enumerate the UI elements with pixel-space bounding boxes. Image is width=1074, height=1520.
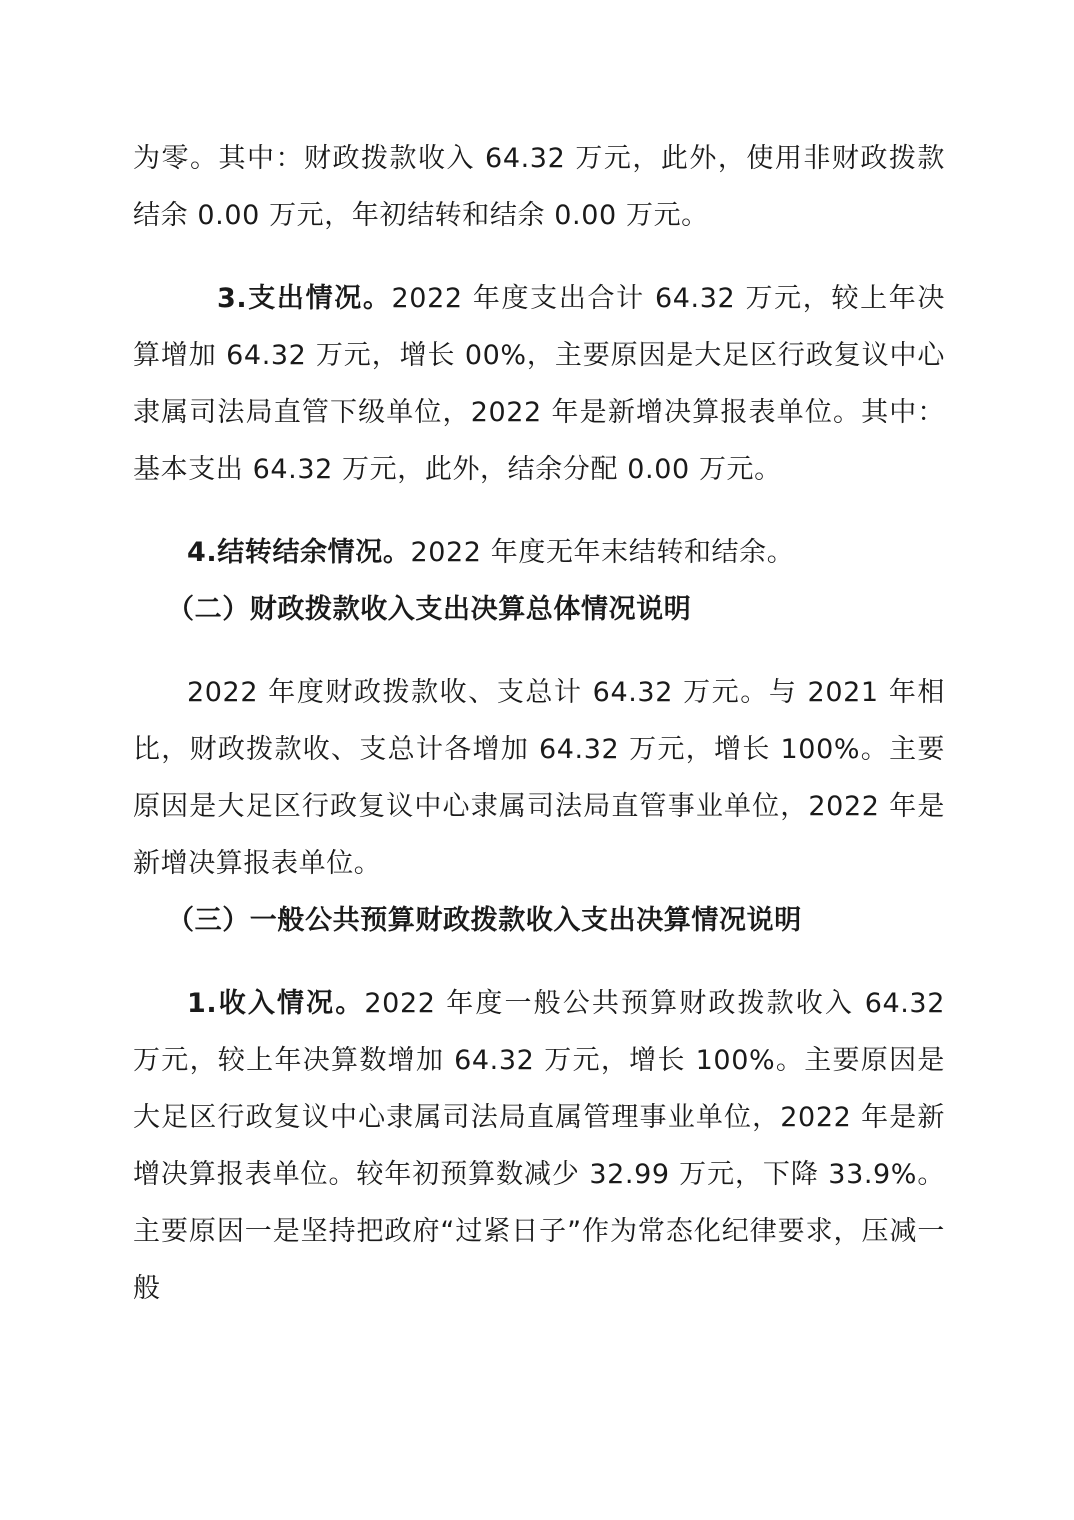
paragraph-general-budget-income	[133, 975, 945, 1317]
document-page	[133, 130, 945, 1317]
paragraph-carryover	[133, 524, 945, 581]
general-budget-income-lead: 1.收入情况。	[187, 988, 365, 1019]
paragraph-fiscal-overview: 2022 年度财政拨款收、支总计 64.32 万元。与 2021 年相比，财政拨款收、支总计各增加 64.32 万元，增长 100%。主要原因是大足区行政复议中心隶属司法局直管事业单位，2022 年是新增决算报表单位。	[133, 677, 945, 879]
section-heading-3: （三）一般公共预算财政拨款收入支出决算情况说明	[167, 905, 802, 936]
paragraph-expenditure	[133, 270, 945, 498]
expenditure-body: 2022 年度支出合计 64.32 万元，较上年决算增加 64.32 万元，增长 00%，主要原因是大足区行政复议中心隶属司法局直管下级单位，2022 年是新增决算报表单位。其中：基本支出 64.32 万元，此外，结余分配 0.00 万元。	[133, 283, 945, 485]
section-heading-2: （二）财政拨款收入支出决算总体情况说明	[167, 594, 692, 625]
carryover-body: 2022 年度无年末结转和结余。	[410, 537, 795, 568]
expenditure-lead: 3.支出情况。	[217, 283, 392, 314]
paragraph-income-continued: 为零。其中：财政拨款收入 64.32 万元，此外，使用非财政拨款结余 0.00 万元，年初结转和结余 0.00 万元。	[133, 143, 945, 231]
carryover-lead: 4.结转结余情况。	[187, 537, 411, 568]
general-budget-income-body: 2022 年度一般公共预算财政拨款收入 64.32 万元，较上年决算数增加 64.32 万元，增长 100%。主要原因是大足区行政复议中心隶属司法局直属管理事业单位，2022 年是新增决算报表单位。较年初预算数减少 32.99 万元，下降 33.9%。主要原因一是坚持把政府“过紧日子”作为常态化纪律要求，压减一般	[133, 988, 945, 1304]
